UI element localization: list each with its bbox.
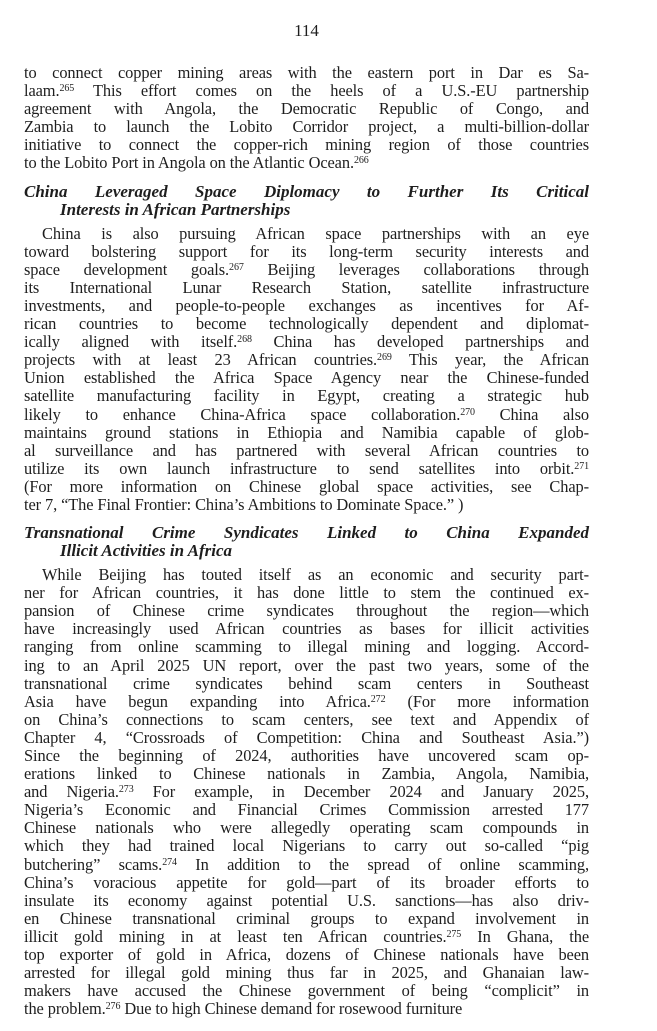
line-text: space development goals. <box>24 259 230 279</box>
text-line <box>24 765 589 783</box>
line-text: maintains ground stations in Ethiopia and Namibia capable of glob- <box>24 422 589 442</box>
line-text: en Chinese transnational criminal groups to expand involvement in <box>24 908 589 928</box>
footnote-ref[interactable]: 271 <box>574 460 589 472</box>
text-line <box>24 819 589 837</box>
text-line <box>24 729 589 747</box>
text-line <box>24 584 589 602</box>
line-text: China is also pursuing African space partnerships with an eye <box>42 223 589 243</box>
text-line <box>24 442 589 460</box>
text-line <box>24 351 589 369</box>
footnote-ref[interactable]: 273 <box>118 784 134 796</box>
line-text: have increasingly used African countries as bases for illicit activities <box>24 619 589 639</box>
text-line <box>24 1000 589 1018</box>
section-heading-line: China Leveraged Space Diplomacy to Further Its Critical <box>24 181 589 201</box>
line-text: China has developed partnerships and <box>251 332 589 352</box>
line-text: rican countries to become technologically dependent and diplomat- <box>24 314 589 334</box>
footnote-ref[interactable]: 269 <box>377 352 392 364</box>
section-heading-line: Interests in African Partnerships <box>60 199 291 219</box>
line-text: arrested for illegal gold mining thus far in 2025, and Ghanaian law- <box>24 963 589 983</box>
text-line <box>24 154 589 172</box>
line-text: utilize its own launch infrastructure to send satellites into orbit. <box>24 458 575 478</box>
intro-paragraph <box>24 64 589 173</box>
line-text: Asia have begun expanding into Africa. <box>24 691 371 711</box>
line-text: (For more information on Chinese global space activities, see Chap- <box>24 476 589 496</box>
section-crime-heading <box>24 524 589 560</box>
text-line <box>24 982 589 1000</box>
line-text: Since the beginning of 2024, authorities have uncovered scam op- <box>24 746 589 765</box>
line-text: Zambia to launch the Lobito Corridor project, a multi-billion-dollar <box>24 117 589 137</box>
text-line <box>24 261 589 279</box>
text-line <box>24 874 589 892</box>
text-line <box>24 928 589 946</box>
line-text: satellite manufacturing facility in Egypt, creating a strategic hub <box>24 386 589 406</box>
text-line <box>24 64 589 82</box>
text-line <box>24 946 589 964</box>
line-text: China also <box>474 404 589 424</box>
line-text: toward bolstering support for its long-term security interests and <box>24 241 589 261</box>
section-heading-line: Transnational Crime Syndicates Linked to China Expanded <box>24 523 589 543</box>
line-text: initiative to connect the copper-rich mining region of those countries <box>24 135 589 155</box>
line-text: which they had trained local Nigerians to carry out so-called “pig <box>24 836 589 856</box>
footnote-ref[interactable]: 265 <box>59 83 75 95</box>
line-text: on China’s connections to scam centers, see text and Appendix of <box>24 709 589 729</box>
text-line <box>24 620 589 638</box>
text-line <box>24 711 589 729</box>
text-line <box>24 837 589 855</box>
text-line <box>24 297 589 315</box>
text-line <box>24 136 589 154</box>
text-line <box>24 279 589 297</box>
text-line <box>24 225 589 243</box>
document-page <box>24 0 589 1018</box>
text-line <box>24 387 589 405</box>
text-line <box>24 333 589 351</box>
section-space-body <box>24 225 589 515</box>
line-text: ner for African countries, it has done little to stem the continued ex- <box>24 583 589 603</box>
line-text: This year, the African <box>391 350 589 370</box>
text-line <box>24 315 589 333</box>
text-line <box>24 783 589 801</box>
footnote-ref[interactable]: 270 <box>460 406 475 418</box>
line-text: investments, and people-to-people exchanges as incentives for Af- <box>24 295 589 315</box>
text-line <box>24 638 589 656</box>
line-text: and Nigeria. <box>24 782 119 802</box>
footnote-ref[interactable]: 268 <box>237 334 252 346</box>
line-text: likely to enhance China-Africa space collaboration. <box>24 404 461 424</box>
line-text: the problem. <box>24 999 106 1019</box>
line-text: Union established the Africa Space Agency near the Chinese-funded <box>24 368 589 388</box>
line-text: China’s voracious appetite for gold—part of its broader efforts to <box>24 872 589 892</box>
text-line <box>24 964 589 982</box>
text-line <box>24 747 589 765</box>
text-line <box>24 910 589 928</box>
line-text: laam. <box>24 81 60 101</box>
text-line <box>24 118 589 136</box>
line-text: butchering” scams. <box>24 854 163 874</box>
line-text: transnational crime syndicates behind scam centers in Southeast <box>24 673 589 693</box>
text-line <box>24 460 589 478</box>
text-line <box>24 675 589 693</box>
line-text: projects with at least 23 African countries. <box>24 350 378 370</box>
text-line <box>24 243 589 261</box>
footnote-ref[interactable]: 266 <box>353 155 369 167</box>
text-line <box>24 801 589 819</box>
footnote-ref[interactable]: 274 <box>162 856 177 868</box>
line-text: This effort comes on the heels of a U.S.-EU partnership <box>74 81 589 101</box>
line-text: pansion of Chinese crime syndicates throughout the region—which <box>24 601 589 621</box>
line-text: al surveillance and has partnered with several African countries to <box>24 440 589 460</box>
line-text: Chinese nationals who were allegedly operating scam compounds in <box>24 818 589 838</box>
text-line <box>24 496 589 514</box>
line-text: (For more information <box>385 691 589 711</box>
line-text: ically aligned with itself. <box>24 332 238 352</box>
line-text: Chapter 4, “Crossroads of Competition: China and Southeast Asia.”) <box>24 727 589 747</box>
footnote-ref[interactable]: 275 <box>446 928 462 940</box>
text-line <box>24 693 589 711</box>
line-text: erations linked to Chinese nationals in Zambia, Angola, Namibia, <box>24 764 589 784</box>
line-text: makers have accused the Chinese government of being “complicit” in <box>24 981 589 1001</box>
line-text: Nigeria’s Economic and Financial Crimes Commission arrested 177 <box>24 800 589 820</box>
text-line <box>24 424 589 442</box>
footnote-ref[interactable]: 272 <box>370 693 386 705</box>
text-line <box>24 892 589 910</box>
line-text: its International Lunar Research Station, satellite infrastructure <box>24 277 589 297</box>
line-text: agreement with Angola, the Democratic Republic of Congo, and <box>24 99 589 119</box>
line-text: to the Lobito Port in Angola on the Atlantic Ocean. <box>24 153 354 173</box>
line-text: Due to high Chinese demand for rosewood furniture <box>120 999 463 1019</box>
line-text: top exporter of gold in Africa, dozens of Chinese nationals have been <box>24 945 589 965</box>
text-line <box>24 100 589 118</box>
text-line <box>24 856 589 874</box>
section-heading-line: Illicit Activities in Africa <box>60 541 233 561</box>
footnote-ref[interactable]: 276 <box>105 1001 121 1013</box>
line-text: to connect copper mining areas with the eastern port in Dar es Sa- <box>24 63 589 82</box>
page-number: 114 <box>294 21 319 40</box>
footnote-ref[interactable]: 267 <box>229 261 244 273</box>
line-text: In addition to the spread of online scamming, <box>176 854 589 874</box>
line-text: In Ghana, the <box>461 926 589 946</box>
text-line <box>24 566 589 584</box>
text-line <box>24 369 589 387</box>
line-text: ter 7, “The Final Frontier: China’s Ambitions to Dominate Space.” ) <box>24 494 464 514</box>
text-line <box>24 602 589 620</box>
line-text: While Beijing has touted itself as an economic and security part- <box>42 565 589 585</box>
text-line <box>24 82 589 100</box>
line-text: insulate its economy against potential U.S. sanctions—has also driv- <box>24 890 589 910</box>
text-line <box>24 406 589 424</box>
line-text: illicit gold mining in at least ten African countries. <box>24 926 447 946</box>
line-text: ing to an April 2025 UN report, over the past two years, some of the <box>24 655 589 675</box>
section-space-heading <box>24 183 589 219</box>
text-line <box>24 657 589 675</box>
text-line <box>24 478 589 496</box>
section-crime-body <box>24 566 589 1018</box>
line-text: For example, in December 2024 and January 2025, <box>133 782 589 802</box>
line-text: ranging from online scamming to illegal mining and logging. Accord- <box>24 637 589 657</box>
line-text: Beijing leverages collaborations through <box>243 259 589 279</box>
